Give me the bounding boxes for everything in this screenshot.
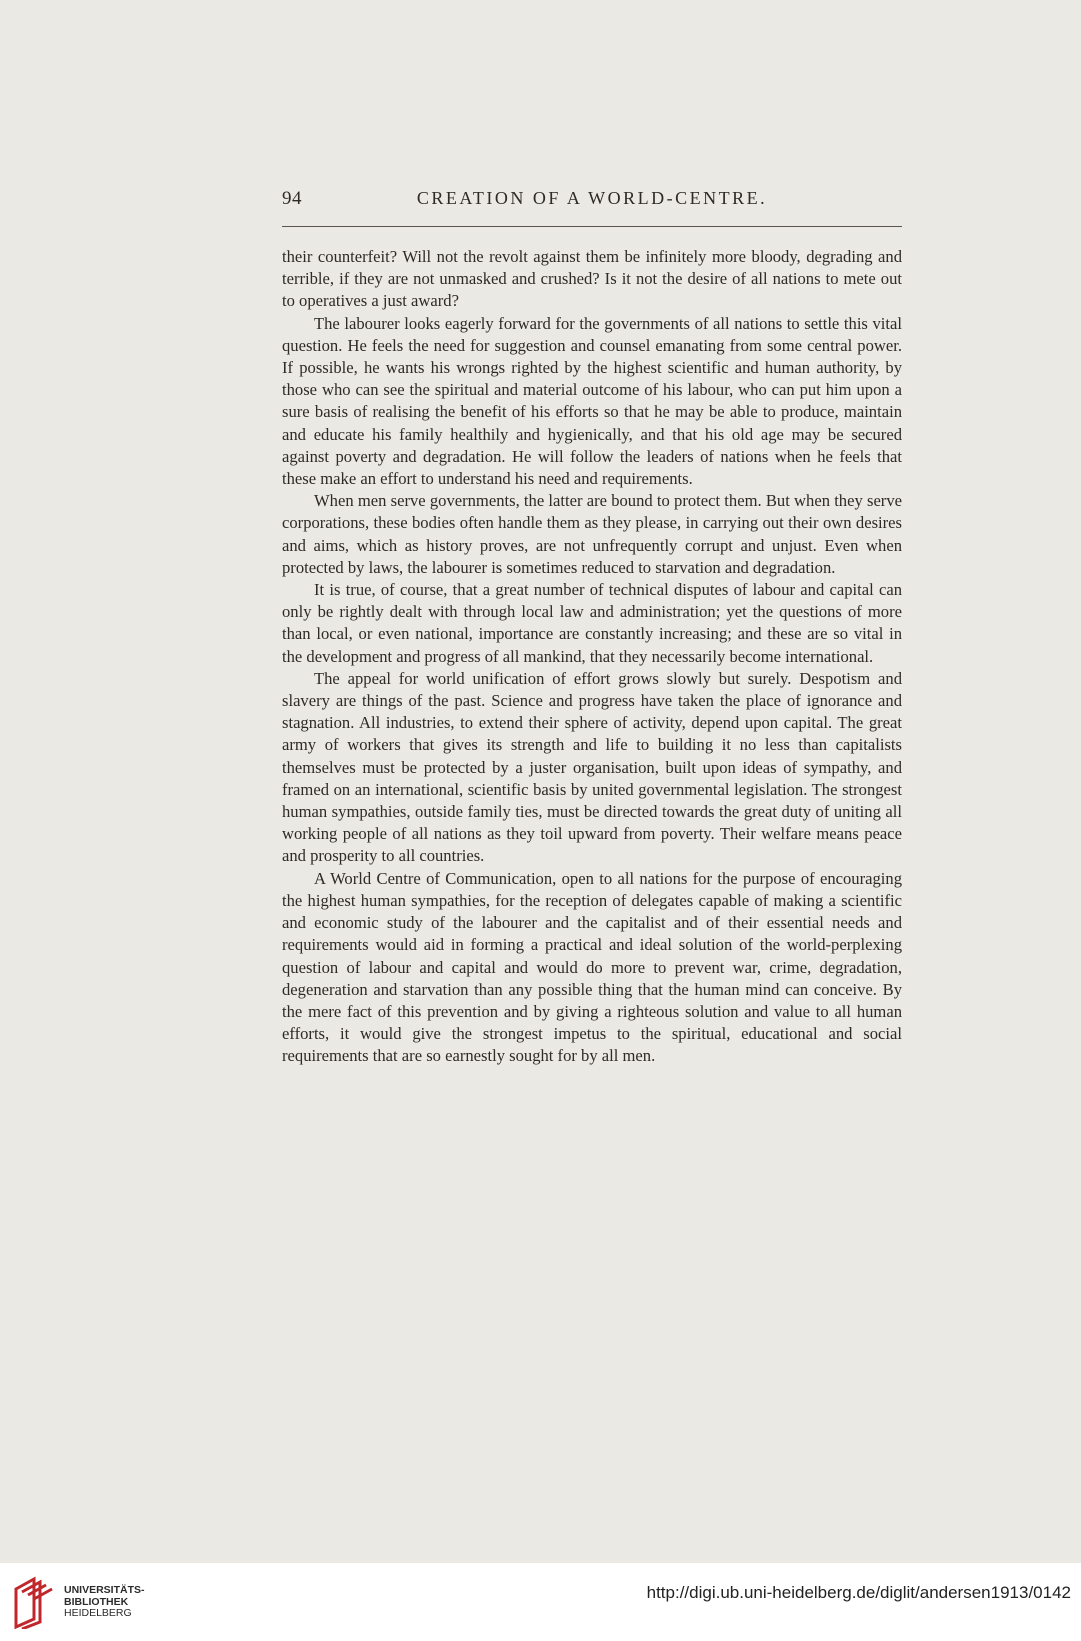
library-name-line: HEIDELBERG bbox=[64, 1607, 132, 1619]
paragraph: The appeal for world unification of effort grows slowly but surely. Despotism and slavery are things of the past. Science and progress have taken the place of ignorance and stagnation. All industries, to extend their sphere of activity, depend upon capital. The great army of workers that gives its strength and life to building it no less than capitalists themselves must be protected by a juster organisation, built upon ideas of sympathy, and framed on an international, scientific basis by united governmental legislation. The strongest human sympathies, outside family ties, must be directed towards the great duty of uniting all working people of all nations as they toil upward from poverty. Their welfare means peace and prosperity to all countries. bbox=[282, 668, 902, 866]
library-name bbox=[64, 1585, 145, 1620]
paragraph: The labourer looks eagerly forward for the governments of all nations to settle this vital question. He feels the need for suggestion and counsel emanating from some central power. If possible, he wants his wrongs righted by the highest scientific and human authority, by those who can see the spiritual and material outcome of his labour, who can put him upon a sure basis of realising the benefit of his efforts so that he may be able to produce, maintain and educate his family healthily and hygienically, and that his old age may be secured against poverty and degradation. He will follow the leaders of nations when he feels that these make an effort to understand his need and requirements. bbox=[282, 313, 902, 489]
page-number: 94 bbox=[282, 188, 302, 209]
paragraph: It is true, of course, that a great number of technical disputes of labour and capital can only be rightly dealt with through local law and administration; yet the questions of more than local, or even national, importance are constantly increasing; and these are so vital in the development and progress of all mankind, that they necessarily become international. bbox=[282, 580, 902, 666]
source-url-link[interactable]: http://digi.ub.uni-heidelberg.de/diglit/andersen1913/0142 bbox=[646, 1583, 1071, 1602]
footer-bar bbox=[0, 1563, 1081, 1641]
library-name-line: BIBLIOTHEK bbox=[64, 1595, 129, 1608]
library-logo-icon bbox=[12, 1575, 60, 1629]
library-name-line: UNIVERSITÄTS- bbox=[64, 1584, 145, 1596]
paragraph: A World Centre of Communication, open to all nations for the purpose of encouraging the highest human sympathies, for the reception of delegates capable of making a scientific and economic study of the labourer and the capitalist and of their essential needs and requirements would aid in forming a practical and ideal solution of the world-perplexing question of labour and capital and would do more to prevent war, crime, degradation, degeneration and starvation than any possible thing that the human mind can conceive. By the mere fact of this prevention and by giving a righteous solution and value to all human efforts, it would give the strongest impetus to the spiritual, educational and social requirements that are so earnestly sought for by all men. bbox=[282, 868, 902, 1066]
body-text bbox=[282, 246, 902, 1068]
running-head bbox=[282, 188, 902, 216]
paragraph-continued: their counterfeit? Will not the revolt against them be infinitely more bloody, degrading and terrible, if they are not unmasked and crushed? Is it not the desire of all nations to mete out to operatives a just award? bbox=[282, 247, 902, 311]
running-title: CREATION OF A WORLD-CENTRE. bbox=[416, 188, 768, 208]
paragraph: When men serve governments, the latter are bound to protect them. But when they serve corporations, these bodies often handle them as they please, in carrying out their own desires and aims, which as history proves, are not unfrequently corrupt and unjust. Even when protected by laws, the labourer is sometimes reduced to starvation and degradation. bbox=[282, 491, 902, 577]
header-rule bbox=[282, 226, 902, 227]
